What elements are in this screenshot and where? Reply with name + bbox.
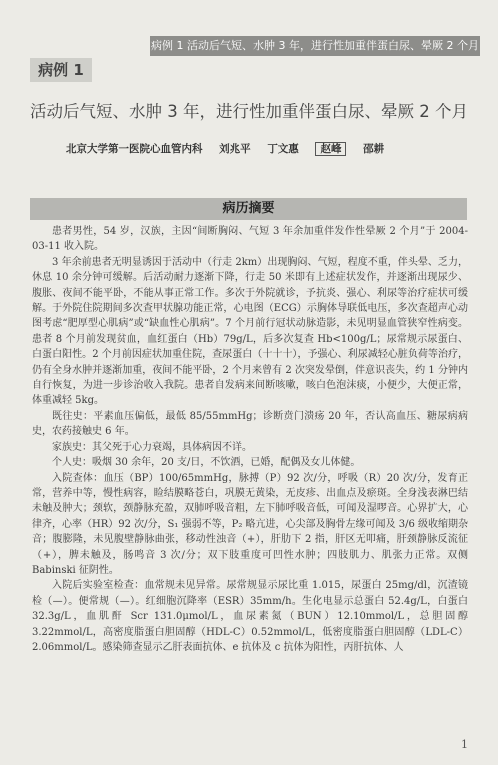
author-name-boxed: 赵峰 — [315, 142, 346, 156]
running-head: 病例 1 活动后气短、水肿 3 年，进行性加重伴蛋白尿、晕厥 2 个月 — [150, 36, 480, 56]
case-summary-text — [32, 224, 468, 734]
author-name: 刘兆平 — [219, 143, 251, 155]
author-affiliation: 北京大学第一医院心血管内科 — [66, 143, 203, 155]
paragraph: 既往史：平素血压偏低，最低 85/55mmHg；诊断贲门溃疡 20 年，否认高血压、糖尿病病史，农药接触史 6 年。 — [32, 410, 468, 438]
paragraph: 患者男性，54 岁，汉族，主因“间断胸闷、气短 3 年余加重伴发作性晕厥 2 个月”于 2004-03-11 收入院。 — [32, 226, 468, 253]
author-line — [66, 141, 486, 156]
paragraph: 入院后实验室检查：血常规未见异常。尿常规显示尿比重 1.015，尿蛋白 25mg/dl，沉渣镜检（—）。便常规（—）。红细胞沉降率（ESR）35mm/h。生化电显示总蛋白 52.4g/L，白蛋白 32.3g/L，血肌酐 Scr 131.0μmol/L，血尿素氮（BUN）12.10mmol/L，总胆固醇 3.22mmol/L，高密度脂蛋白胆固醇（HDL-C）0.52mmol/L，低密度脂蛋白胆固醇（LDL-C）2.06mmol/L。感染筛查显示乙肝表面抗体、e 抗体及 c 抗体为阳性，丙肝抗体、人 — [32, 580, 468, 653]
page-number: 1 — [461, 738, 468, 751]
case-number-tag: 病例 1 — [30, 58, 92, 82]
paragraph: 3 年余前患者无明显诱因于活动中（行走 2km）出现胸闷、气短，程度不重，伴头晕、乏力，休息 10 余分钟可缓解。后活动耐力逐渐下降，行走 50 米即有上述症状发作，并逐渐出现尿少、腹胀、夜间不能平卧，不能从事正常工作。多次于外院就诊，予抗炎、强心、利尿等治疗症状可缓解。于外院住院期间多次查甲状腺功能正常，心电图（ECG）示胸体导联低电压，多次查超声心动图考虑“肥厚型心肌病”或“缺血性心肌病”。7 个月前行冠状动脉造影，未见明显血管狭窄性病变。患者 8 个月前发现贫血，血红蛋白（Hb）79g/L，后多次复查 Hb<100g/L；尿常规示尿蛋白、白蛋白阳性。2 个月前因症状加重住院，查尿蛋白（十十十），予强心、利尿减轻心脏负荷等治疗，仍有全身水肿并逐渐加重，夜间不能平卧，2 个月来曾有 2 次突发晕倒，伴意识丧失，约 1 分钟内自行恢复，为进一步诊治收入我院。患者自发病来间断咳嗽，咳白色泡沫痰，小便少，大便正常，体重减轻 5kg。 — [32, 256, 468, 407]
paragraph: 家族史：其父死于心力衰竭，具体病因不详。 — [52, 441, 252, 453]
paragraph: 入院查体：血压（BP）100/65mmHg，脉搏（P）92 次/分，呼吸（R）20 次/分，发育正常，营养中等，慢性病容，睑结膜略苍白，巩膜无黄染，无皮疹、出血点及瘀斑。全身浅表淋巴结未触及肿大；颈软，颈静脉充盈，双肺呼吸音粗，左下肺呼吸音低，可闻及湿啰音。心界扩大，心律齐，心率（HR）92 次/分，S₁ 强弱不等，P₂ 略亢进，心尖部及胸骨左缘可闻及 3/6 级收缩期杂音；腹膨隆，未见腹壁静脉曲张，移动性浊音（+），肝肋下 2 指，肝区无叩痛，肝颈静脉反流征（+），脾未触及，肠鸣音 3 次/分；双下肢重度可凹性水肿；四肢肌力、肌张力正常。双侧 Babinski 征阴性。 — [32, 472, 468, 576]
paragraph: 个人史：吸烟 30 余年，20 支/日，不饮酒，已婚，配偶及女儿体健。 — [52, 457, 361, 469]
case-title: 活动后气短、水肿 3 年，进行性加重伴蛋白尿、晕厥 2 个月 — [30, 102, 468, 121]
author-name: 丁文惠 — [267, 143, 299, 155]
author-name: 邵耕 — [363, 143, 385, 155]
section-heading: 病历摘要 — [30, 198, 467, 220]
